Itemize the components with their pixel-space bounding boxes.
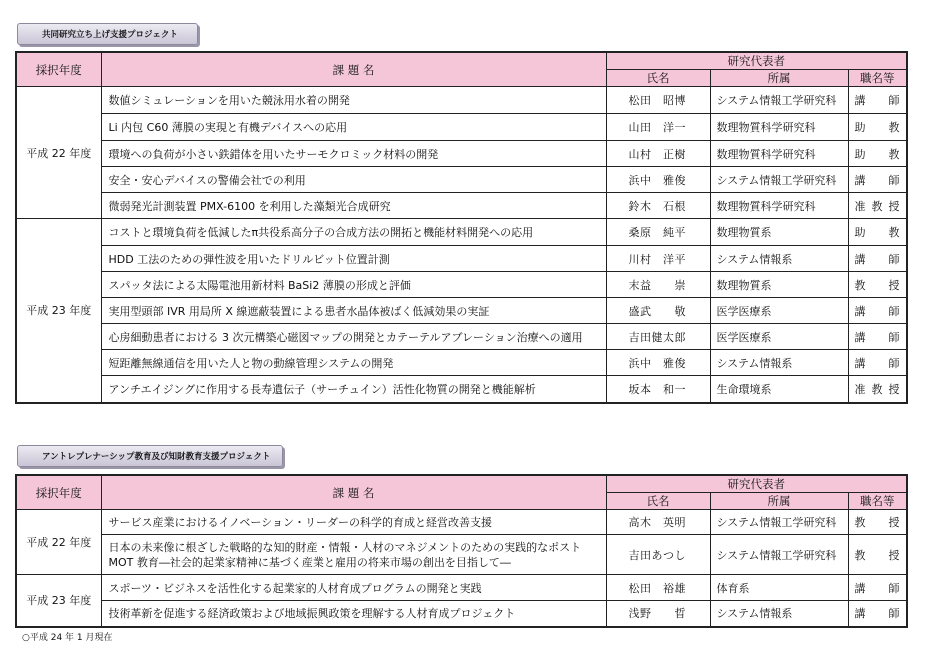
affiliation-cell: システム情報工学研究科 (710, 535, 848, 575)
name-cell: 松田 昭博 (606, 87, 710, 114)
rank-cell: 講 師 (848, 324, 907, 350)
title-cell: 微弱発光計測装置 PMX-6100 を利用した藻類光合成研究 (101, 193, 606, 219)
col-affiliation-header: 所属 (710, 493, 848, 510)
name-cell: 吉田あつし (606, 535, 710, 575)
title-cell: 日本の未来像に根ざした戦略的な知的財産・情報・人材のマネジメントのための実践的なポスト MOT 教育―社会的起業家精神に基づく産業と雇用の将来市場の創出を目指して― (101, 535, 606, 575)
year-cell: 平成 23 年度 (16, 219, 101, 403)
name-cell: 末益 崇 (606, 272, 710, 298)
footnote: ○平成 24 年 1 月現在 (22, 633, 113, 643)
rank-cell: 准教授 (848, 376, 907, 403)
rank-cell: 講 師 (848, 246, 907, 272)
table-row (16, 298, 907, 324)
affiliation-cell: 数理物質科学研究科 (710, 193, 848, 219)
title-cell: 数値シミュレーションを用いた競泳用水着の開発 (101, 87, 606, 114)
affiliation-cell: 数理物質系 (710, 219, 848, 246)
affiliation-cell: システム情報工学研究科 (710, 87, 848, 114)
table-row (16, 246, 907, 272)
affiliation-cell: 数理物質科学研究科 (710, 141, 848, 167)
affiliation-cell: システム情報系 (710, 350, 848, 376)
col-name-header: 氏名 (606, 70, 710, 87)
title-cell: スパッタ法による太陽電池用新材料 BaSi2 薄膜の形成と評価 (101, 272, 606, 298)
title-cell: 短距離無線通信を用いた人と物の動線管理システムの開発 (101, 350, 606, 376)
title-cell: スポーツ・ビジネスを活性化する起業家的人材育成プログラムの開発と実践 (101, 575, 606, 601)
affiliation-cell: 体育系 (710, 575, 848, 601)
rank-cell: 助 教 (848, 219, 907, 246)
section1-heading: 共同研究立ち上げ支援プロジェクト (17, 23, 198, 45)
year-cell: 平成 22 年度 (16, 87, 101, 219)
affiliation-cell: 医学医療系 (710, 324, 848, 350)
affiliation-cell: システム情報系 (710, 246, 848, 272)
name-cell: 鈴木 石根 (606, 193, 710, 219)
name-cell: 浜中 雅俊 (606, 350, 710, 376)
rank-cell: 助 教 (848, 114, 907, 141)
col-title-header: 課 題 名 (101, 52, 606, 87)
table-row (16, 510, 907, 535)
affiliation-cell: 数理物質系 (710, 272, 848, 298)
name-cell: 川村 洋平 (606, 246, 710, 272)
rank-cell: 教 授 (848, 510, 907, 535)
name-cell: 山村 正樹 (606, 141, 710, 167)
year-cell: 平成 22 年度 (16, 510, 101, 575)
col-affiliation-header: 所属 (710, 70, 848, 87)
title-cell: コストと環境負荷を低減したπ共役系高分子の合成方法の開拓と機能材料開発への応用 (101, 219, 606, 246)
title-cell: HDD 工法のための弾性波を用いたドリルビット位置計測 (101, 246, 606, 272)
table-row (16, 219, 907, 246)
col-year-header: 採択年度 (16, 475, 101, 510)
title-cell: 環境への負荷が小さい鉄錯体を用いたサーモクロミック材料の開発 (101, 141, 606, 167)
name-cell: 坂本 和一 (606, 376, 710, 403)
affiliation-cell: 数理物質科学研究科 (710, 114, 848, 141)
title-cell: 実用型頭部 IVR 用局所 X 線遮蔽装置による患者水晶体被ばく低減効果の実証 (101, 298, 606, 324)
name-cell: 浅野 晢 (606, 601, 710, 627)
name-cell: 桑原 純平 (606, 219, 710, 246)
affiliation-cell: 生命環境系 (710, 376, 848, 403)
title-cell: 安全・安心デバイスの警備会社での利用 (101, 167, 606, 193)
table-row (16, 87, 907, 114)
table-row (16, 167, 907, 193)
affiliation-cell: システム情報工学研究科 (710, 510, 848, 535)
project-table-2 (15, 474, 908, 628)
name-cell: 浜中 雅俊 (606, 167, 710, 193)
title-cell: Li 内包 C60 薄膜の実現と有機デバイスへの応用 (101, 114, 606, 141)
table-row (16, 601, 907, 627)
year-cell: 平成 23 年度 (16, 575, 101, 627)
section2-heading: アントレプレナーシップ教育及び知財教育支援プロジェクト (17, 445, 283, 467)
title-cell: 心房細動患者における 3 次元構築心磁図マップの開発とカテーテルアブレーション治療への適用 (101, 324, 606, 350)
project-table-1 (15, 51, 908, 404)
col-title-header: 課 題 名 (101, 475, 606, 510)
name-cell: 高木 英明 (606, 510, 710, 535)
title-cell: 技術革新を促進する経済政策および地域振興政策を理解する人材育成プロジェクト (101, 601, 606, 627)
col-rep-header: 研究代表者 (606, 475, 907, 493)
rank-cell: 助 教 (848, 141, 907, 167)
name-cell: 盛武 敬 (606, 298, 710, 324)
rank-cell: 講 師 (848, 87, 907, 114)
table-row (16, 193, 907, 219)
table-row (16, 350, 907, 376)
affiliation-cell: 医学医療系 (710, 298, 848, 324)
table-row (16, 535, 907, 575)
rank-cell: 教 授 (848, 272, 907, 298)
rank-cell: 講 師 (848, 575, 907, 601)
rank-cell: 教 授 (848, 535, 907, 575)
title-cell: アンチエイジングに作用する長寿遺伝子（サーチュイン）活性化物質の開発と機能解析 (101, 376, 606, 403)
table-row (16, 324, 907, 350)
rank-cell: 講 師 (848, 350, 907, 376)
rank-cell: 講 師 (848, 298, 907, 324)
rank-cell: 講 師 (848, 167, 907, 193)
title-cell: サービス産業におけるイノベーション・リーダーの科学的育成と経営改善支援 (101, 510, 606, 535)
col-rank-header: 職名等 (848, 493, 907, 510)
col-year-header: 採択年度 (16, 52, 101, 87)
affiliation-cell: システム情報工学研究科 (710, 167, 848, 193)
table-row (16, 114, 907, 141)
rank-cell: 准教授 (848, 193, 907, 219)
affiliation-cell: システム情報系 (710, 601, 848, 627)
name-cell: 山田 洋一 (606, 114, 710, 141)
table-row (16, 376, 907, 403)
name-cell: 吉田健太郎 (606, 324, 710, 350)
table-row (16, 575, 907, 601)
col-name-header: 氏名 (606, 493, 710, 510)
col-rep-header: 研究代表者 (606, 52, 907, 70)
rank-cell: 講 師 (848, 601, 907, 627)
table-row (16, 272, 907, 298)
name-cell: 松田 裕雄 (606, 575, 710, 601)
table-row (16, 141, 907, 167)
col-rank-header: 職名等 (848, 70, 907, 87)
